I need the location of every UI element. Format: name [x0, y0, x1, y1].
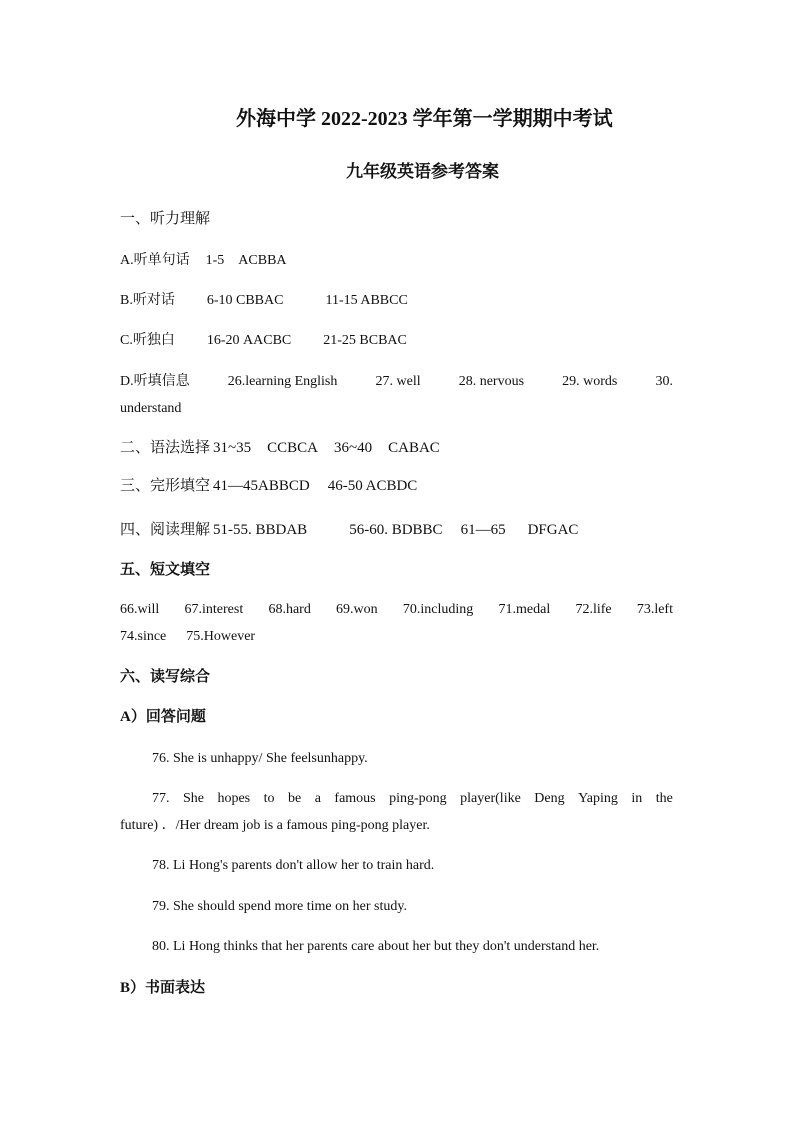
listening-a-range: 1-5	[205, 253, 225, 268]
answer-77-line2: future) ．/Her dream job is a famous ping-pong player.	[120, 818, 430, 833]
section-cloze-heading: 三、完形填空	[120, 478, 211, 494]
listening-part-d	[120, 372, 673, 392]
section-listening-heading: 一、听力理解	[120, 211, 211, 227]
writing-part-a-heading: A）回答问题	[120, 709, 206, 725]
writing-part-b-heading: B）书面表达	[120, 980, 206, 996]
answer-77-word: She	[182, 791, 204, 806]
passage-item-69: 69.won	[336, 602, 378, 617]
answer-76: 76. She is unhappy/ She feelsunhappy.	[152, 751, 368, 766]
reading-range1: 51-55. BBDAB	[213, 522, 308, 538]
answer-77-word: be	[288, 791, 302, 806]
listening-d-item-28: 28. nervous	[458, 374, 525, 389]
grammar-answers2: CABAC	[388, 440, 440, 456]
cloze-range2: 46-50 ACBDC	[327, 478, 418, 494]
answer-80: 80. Li Hong thinks that her parents care about her but they don't understand her.	[152, 939, 600, 954]
listening-part-b	[120, 291, 408, 311]
section-reading	[120, 520, 578, 540]
listening-b-range1: 6-10 CBBAC	[206, 293, 284, 308]
listening-d-label: D.听填信息	[120, 374, 190, 389]
answer-77-line1	[152, 789, 673, 809]
answer-77-word: 77.	[152, 791, 170, 806]
listening-c-range1: 16-20 AACBC	[206, 333, 292, 348]
passage-item-75: 75.However	[186, 629, 256, 644]
answer-77-word: famous	[334, 791, 376, 806]
reading-range3: 61—65	[460, 522, 506, 538]
listening-d-continuation: understand	[120, 401, 182, 416]
answer-77-word: Yaping	[578, 791, 618, 806]
passage-item-68: 68.hard	[268, 602, 311, 617]
page-subtitle: 九年级英语参考答案	[346, 162, 499, 181]
passage-item-70: 70.including	[402, 602, 474, 617]
answer-77-word: the	[655, 791, 673, 806]
passage-item-67: 67.interest	[184, 602, 244, 617]
cloze-range1: 41—45ABBCD	[213, 478, 310, 494]
listening-d-item-30: 30.	[655, 374, 673, 389]
grammar-range2: 36~40	[334, 440, 373, 456]
section-passage-heading: 五、短文填空	[120, 562, 211, 578]
passage-item-66: 66.will	[120, 602, 160, 617]
section-grammar	[120, 438, 440, 458]
answer-77-word: ping-pong	[389, 791, 447, 806]
passage-answers-line2	[120, 627, 255, 647]
listening-a-label: A.听单句话	[120, 253, 190, 268]
listening-part-c	[120, 331, 407, 351]
listening-d-item-29: 29. words	[562, 374, 618, 389]
grammar-range1: 31~35	[213, 440, 252, 456]
listening-b-label: B.听对话	[120, 293, 175, 308]
answer-78: 78. Li Hong's parents don't allow her to train hard.	[152, 858, 435, 873]
listening-d-item-26: 26.learning English	[227, 374, 338, 389]
answer-77-word: to	[263, 791, 275, 806]
passage-item-73: 73.left	[636, 602, 673, 617]
page-title: 外海中学 2022-2023 学年第一学期期中考试	[236, 108, 613, 130]
answer-77-word: a	[314, 791, 321, 806]
section-grammar-heading: 二、语法选择	[120, 440, 211, 456]
answer-77-word: in	[631, 791, 643, 806]
answer-79: 79. She should spend more time on her study.	[152, 899, 407, 914]
listening-a-answers: ACBBA	[238, 253, 287, 268]
passage-item-71: 71.medal	[498, 602, 551, 617]
listening-d-item-27: 27. well	[375, 374, 421, 389]
section-cloze	[120, 476, 417, 496]
listening-c-label: C.听独白	[120, 333, 175, 348]
passage-item-74: 74.since	[120, 629, 167, 644]
passage-answers-line1	[120, 600, 673, 620]
listening-c-range2: 21-25 BCBAC	[323, 333, 407, 348]
listening-part-a	[120, 251, 287, 271]
listening-b-range2: 11-15 ABBCC	[325, 293, 408, 308]
section-writing-heading: 六、读写综合	[120, 669, 211, 685]
answer-77-word: Deng	[534, 791, 565, 806]
answer-77-word: hopes	[217, 791, 251, 806]
grammar-answers1: CCBCA	[267, 440, 318, 456]
passage-item-72: 72.life	[575, 602, 612, 617]
reading-answers3: DFGAC	[527, 522, 579, 538]
reading-range2: 56-60. BDBBC	[349, 522, 443, 538]
section-reading-heading: 四、阅读理解	[120, 522, 211, 538]
answer-77-word: player(like	[460, 791, 521, 806]
